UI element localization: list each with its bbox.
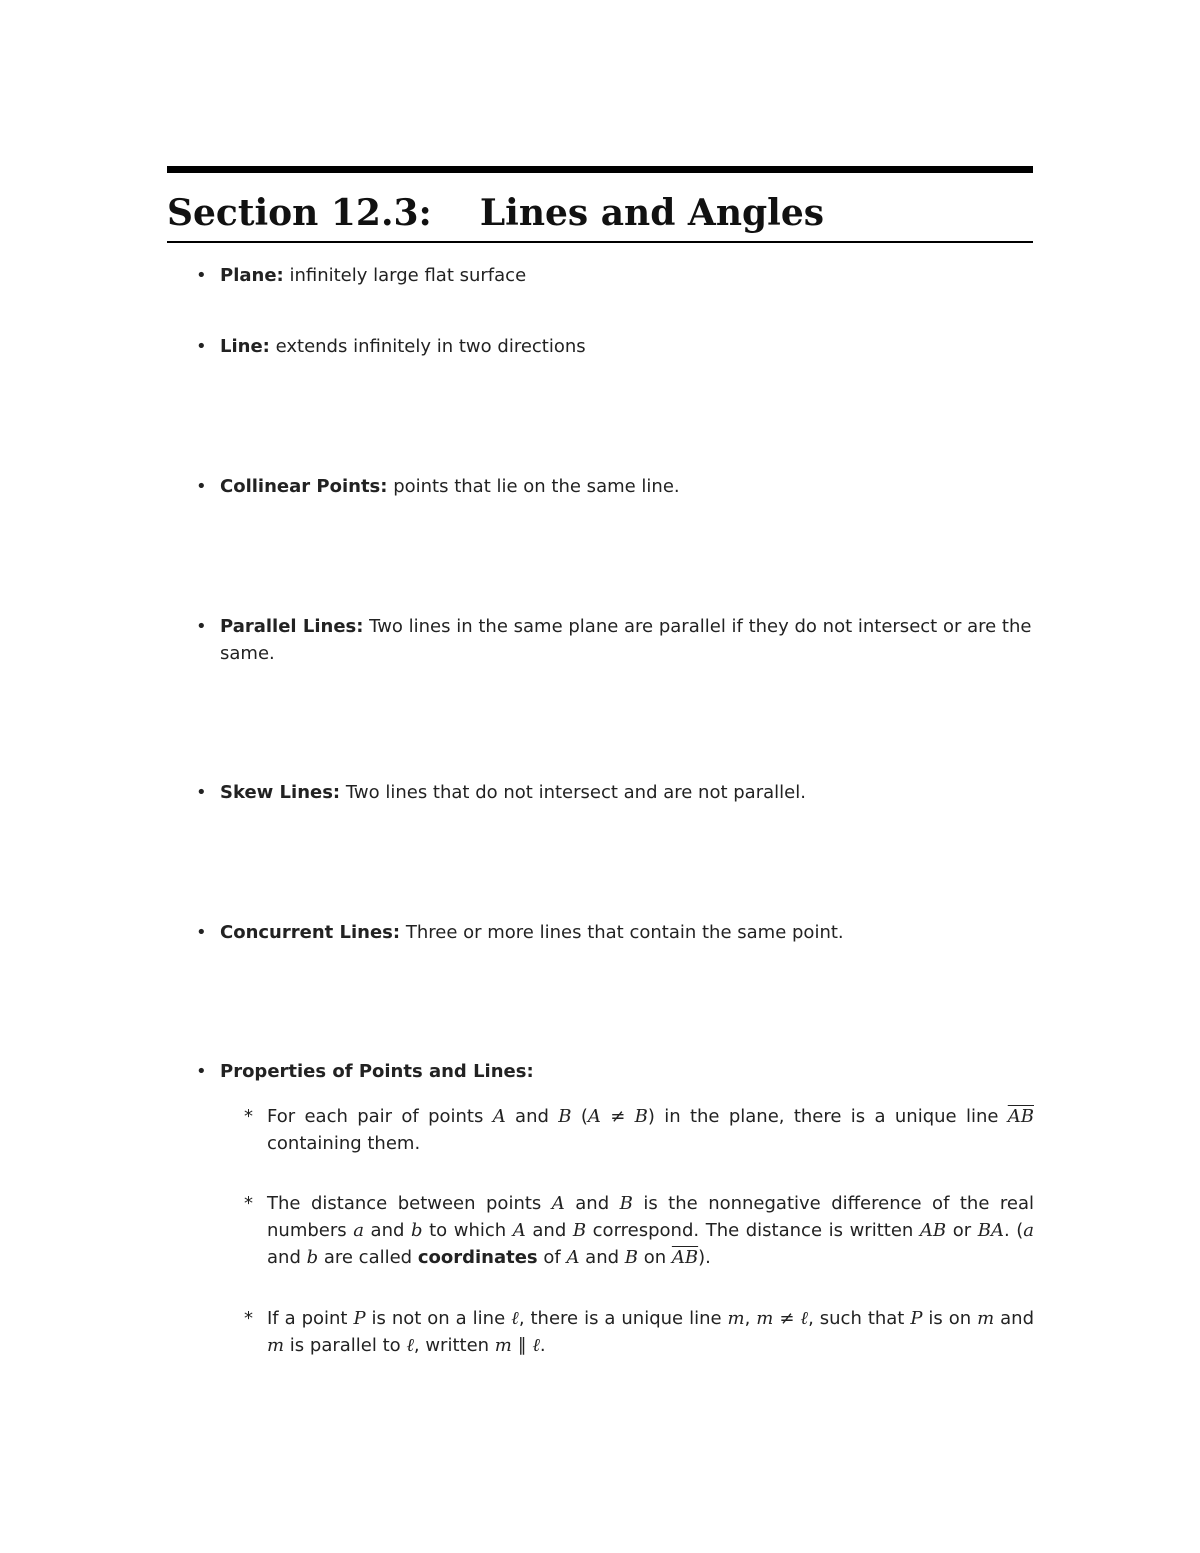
math-var: P [353, 1308, 366, 1329]
text-run: to which [422, 1220, 513, 1241]
math-var: B [572, 1220, 587, 1241]
definition-text: Two lines in the same plane are parallel if they do not intersect or are the same. [220, 616, 1032, 664]
bullet-icon: • [196, 922, 207, 943]
property-parallel-postulate [244, 1305, 1034, 1359]
definition-text: infinitely large flat surface [289, 265, 527, 286]
definition-skew-lines [196, 779, 1036, 806]
math-var: B [619, 1193, 633, 1214]
math-var: A [587, 1106, 601, 1127]
definition-term: Concurrent Lines: [220, 922, 401, 943]
text-run: are called [318, 1247, 418, 1268]
definition-parallel-lines [196, 613, 1036, 667]
text-run: , such that [808, 1308, 911, 1329]
section-name: Lines and Angles [479, 192, 825, 234]
definition-collinear-points [196, 473, 1036, 500]
asterisk-bullet-icon: * [244, 1106, 253, 1127]
math-var: ℓ [511, 1308, 519, 1329]
text-run: of [537, 1247, 567, 1268]
asterisk-bullet-icon: * [244, 1308, 253, 1329]
math-var: B [624, 1247, 638, 1268]
text-run: and [505, 1106, 559, 1127]
definition-term: Collinear Points: [220, 476, 388, 497]
text-run: If a point [267, 1308, 354, 1329]
definition-text: Three or more lines that contain the same point. [405, 922, 844, 943]
section-title [167, 188, 824, 238]
math-var: ℓ [406, 1335, 414, 1356]
math-var: P [910, 1308, 923, 1329]
text-run: correspond. The distance is written [586, 1220, 920, 1241]
text-run: on [638, 1247, 672, 1268]
property-distance [244, 1190, 1034, 1271]
text-run: ≠ [600, 1106, 635, 1127]
definition-term: Line: [220, 336, 270, 357]
text-run: and [525, 1220, 573, 1241]
definition-text: extends infinitely in two directions [275, 336, 586, 357]
text-run: is on [922, 1308, 978, 1329]
text-run: and [267, 1247, 307, 1268]
text-run: and [564, 1193, 620, 1214]
property-unique-line [244, 1103, 1034, 1157]
definition-text: points that lie on the same line. [393, 476, 680, 497]
math-var: A [492, 1106, 506, 1127]
text-run: The distance between points [267, 1193, 552, 1214]
asterisk-bullet-icon: * [244, 1193, 253, 1214]
text-run: is the nonnegative difference of the real numbers [267, 1193, 1035, 1241]
bullet-icon: • [196, 336, 207, 357]
text-run: , written [413, 1335, 495, 1356]
text-run: and [579, 1247, 625, 1268]
math-var: a [353, 1220, 364, 1241]
math-var: A [551, 1193, 565, 1214]
bullet-icon: • [196, 782, 207, 803]
math-var: a [1023, 1220, 1035, 1241]
text-run: ( [571, 1106, 588, 1127]
bold-term: coordinates [417, 1247, 538, 1268]
math-var: B [634, 1106, 648, 1127]
text-run: containing them. [267, 1133, 421, 1154]
definition-concurrent-lines [196, 919, 1036, 946]
bullet-icon: • [196, 265, 207, 286]
section-number: Section 12.3: [167, 192, 432, 234]
title-top-rule [167, 166, 1033, 173]
definition-line [196, 333, 1036, 360]
text-run: ). [698, 1247, 711, 1268]
text-run: or [946, 1220, 978, 1241]
text-run: is not on a line [365, 1308, 512, 1329]
math-var: b [411, 1220, 423, 1241]
definition-text: Two lines that do not intersect and are not parallel. [345, 782, 806, 803]
definition-term: Parallel Lines: [220, 616, 364, 637]
text-run: and [363, 1220, 411, 1241]
math-var: A [566, 1247, 580, 1268]
text-run: is parallel to [284, 1335, 407, 1356]
math-var: m [494, 1335, 512, 1356]
math-var: B [558, 1106, 572, 1127]
definition-term: Plane: [220, 265, 284, 286]
definition-plane [196, 262, 1036, 289]
bullet-icon: • [196, 616, 207, 637]
math-var: m [727, 1308, 745, 1329]
text-run: . ( [1003, 1220, 1024, 1241]
math-var: ℓ [532, 1335, 540, 1356]
bullet-icon: • [196, 476, 207, 497]
text-run: ) in the plane, there is a unique line [647, 1106, 1008, 1127]
math-var: BA [977, 1220, 1004, 1241]
math-var: A [512, 1220, 526, 1241]
text-run: , [744, 1308, 757, 1329]
bullet-icon: • [196, 1061, 207, 1082]
definition-properties [196, 1058, 1036, 1085]
text-run: , there is a unique line [518, 1308, 728, 1329]
math-var: m [977, 1308, 995, 1329]
text-run: ∥ [511, 1335, 533, 1356]
line-notation: $\overline{AB}$ [1007, 1106, 1034, 1127]
title-bottom-rule [167, 241, 1033, 243]
text-run: ≠ [773, 1308, 801, 1329]
line-notation: $\overline{AB}$ [671, 1247, 699, 1268]
definition-term: Skew Lines: [220, 782, 341, 803]
math-var: m [756, 1308, 774, 1329]
math-var: b [306, 1247, 319, 1268]
math-var: ℓ [800, 1308, 809, 1329]
text-run: For each pair of points [267, 1106, 493, 1127]
math-var: AB [919, 1220, 947, 1241]
text-run: . [539, 1335, 546, 1356]
text-run: and [994, 1308, 1035, 1329]
definition-term: Properties of Points and Lines: [220, 1061, 534, 1082]
math-var: m [267, 1335, 285, 1356]
